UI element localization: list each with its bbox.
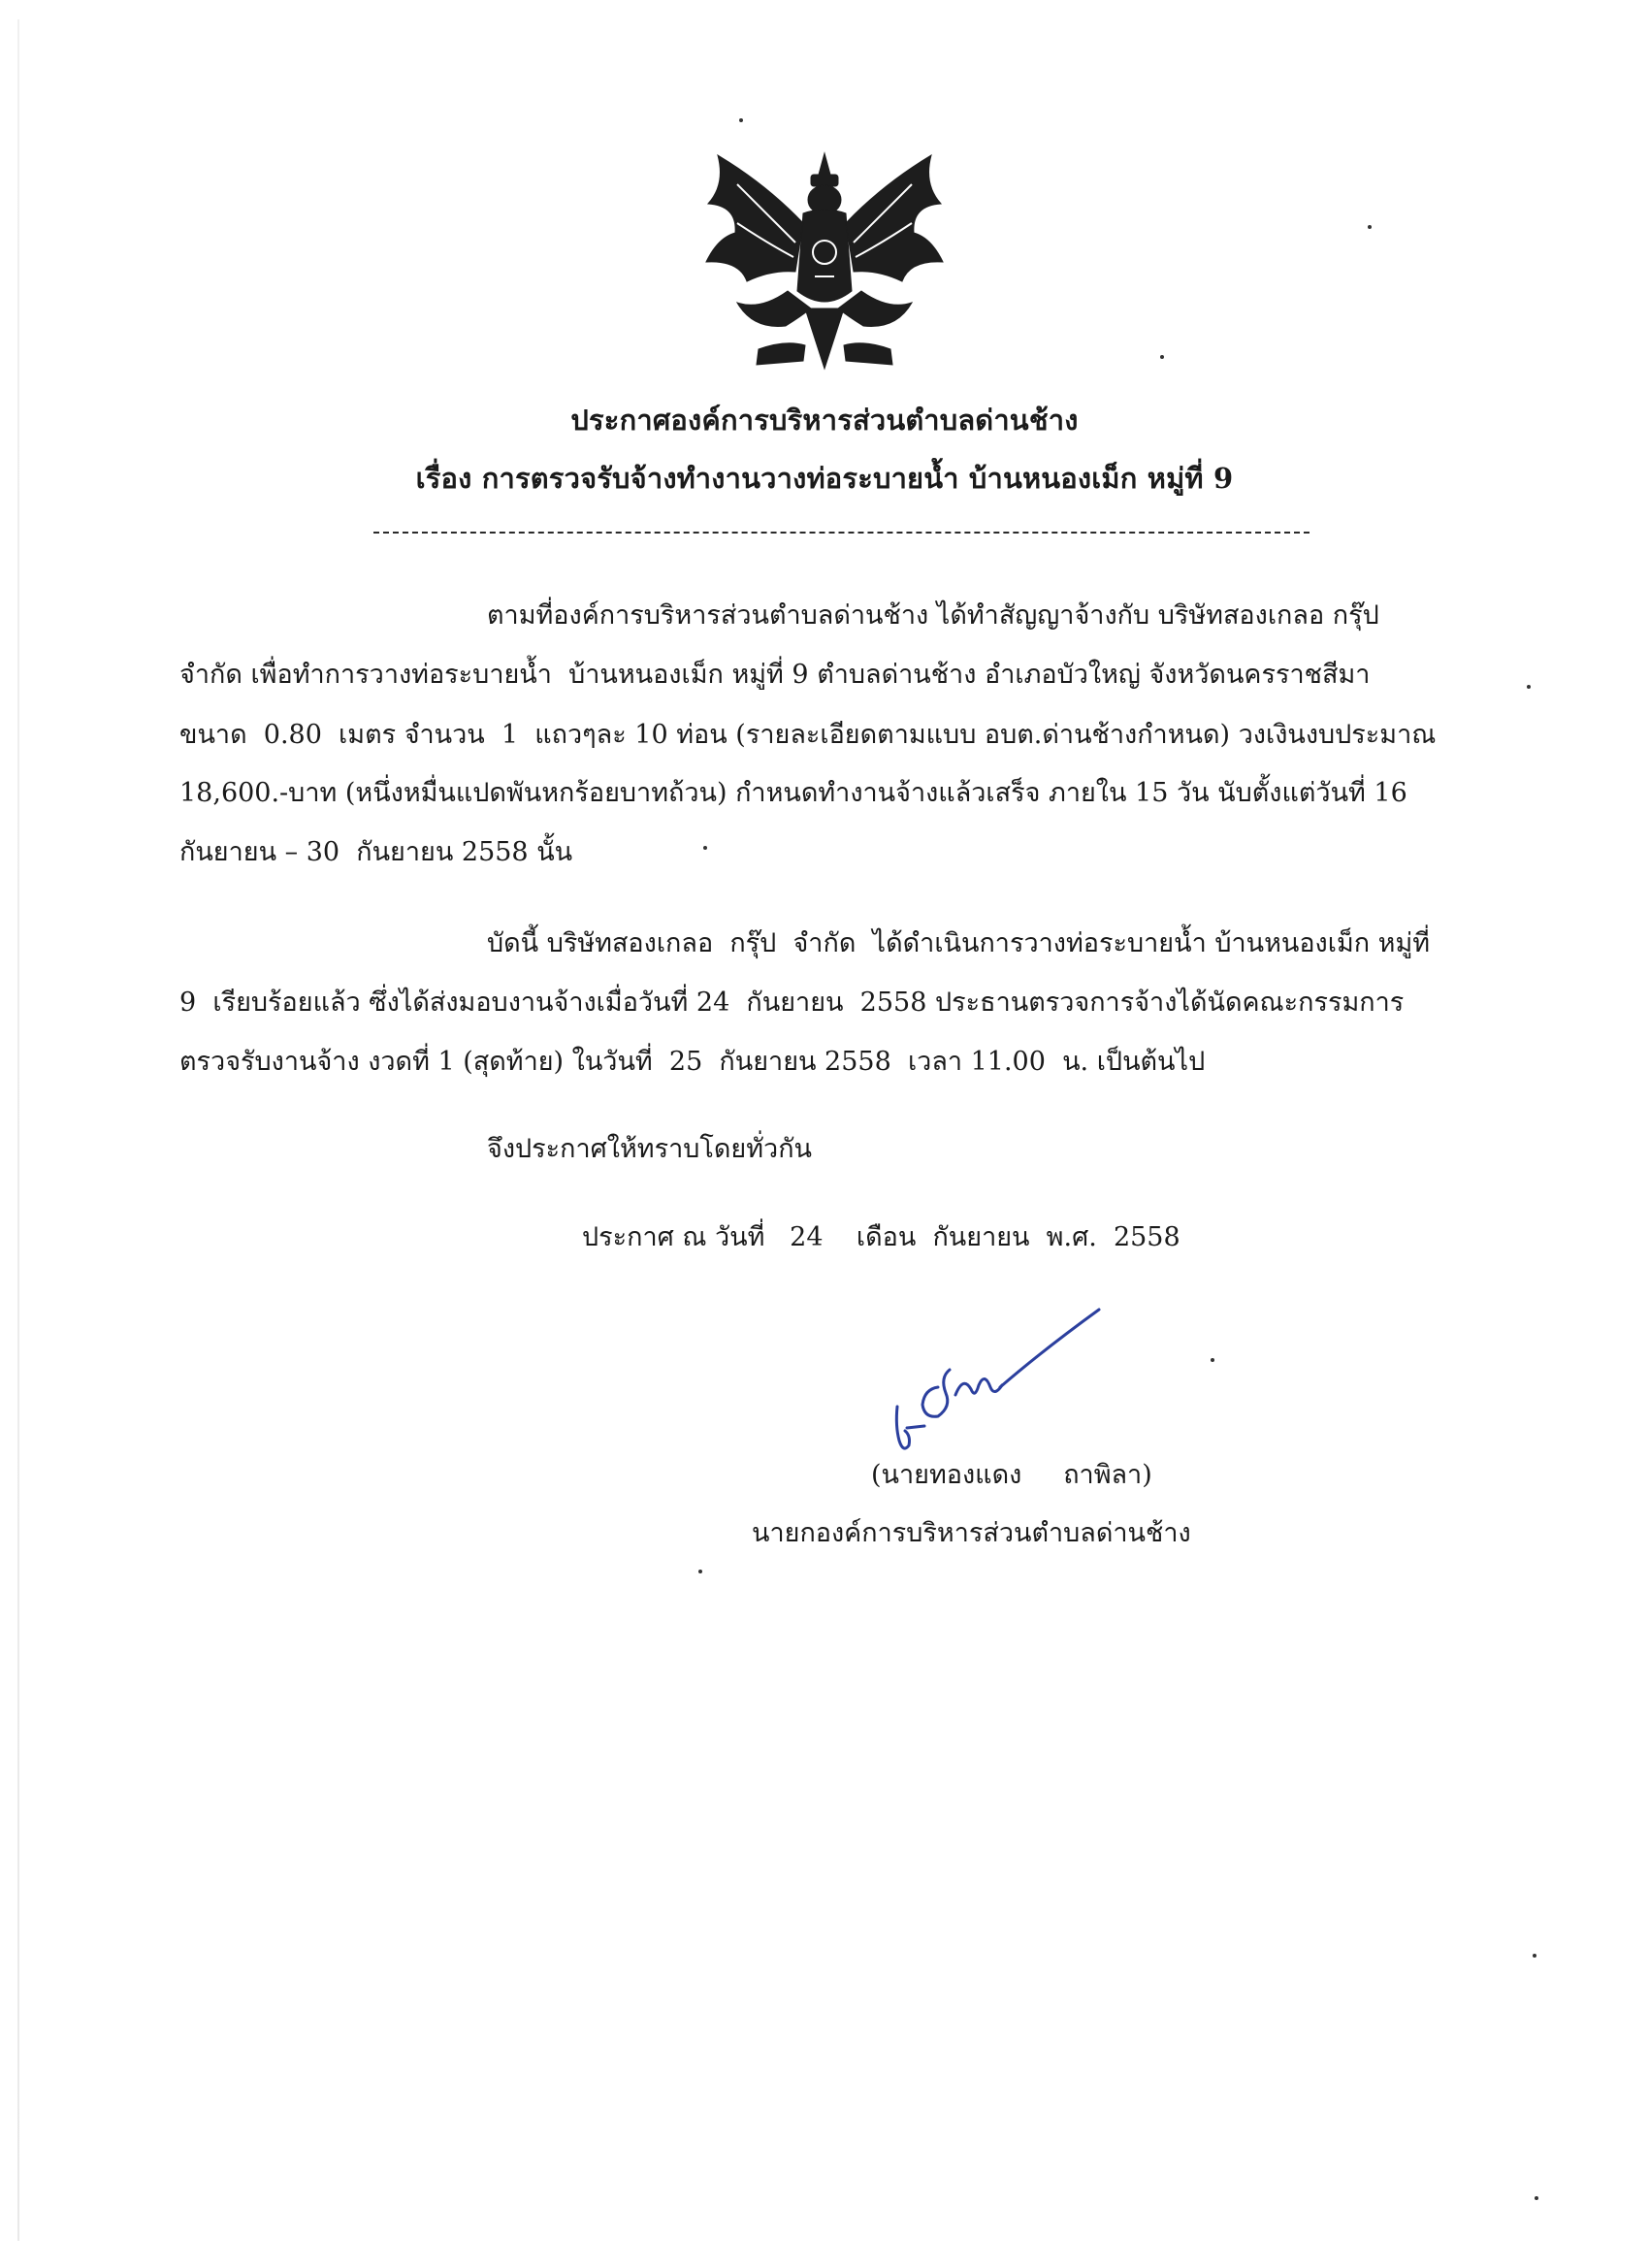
divider	[373, 532, 1310, 534]
paragraph1-line: จำกัด เพื่อทำการวางท่อระบายน้ำ บ้านหนองเม็ก หมู่ที่ 9 ตำบลด่านช้าง อำเภอบัวใหญ่ จังหวัดนครราชสีมา	[179, 660, 1371, 690]
scan-speck	[739, 118, 743, 122]
garuda-emblem-icon	[679, 146, 970, 378]
signer-title: นายกองค์การบริหารส่วนตำบลด่านช้าง	[752, 1518, 1191, 1548]
closing-statement: จึงประกาศให้ทราบโดยทั่วกัน	[487, 1134, 812, 1164]
paragraph2-line: บัดนี้ บริษัทสองเกลอ กรุ๊ป จำกัด ได้ดำเนินการวางท่อระบายน้ำ บ้านหนองเม็ก หมู่ที่	[487, 928, 1431, 958]
scan-speck	[1527, 685, 1531, 689]
announcement-subject: เรื่อง การตรวจรับจ้างทำงานวางท่อระบายน้ำ บ้านหนองเม็ก หมู่ที่ 9	[415, 462, 1234, 495]
scan-edge	[17, 19, 19, 2241]
paragraph1-line: กันยายน – 30 กันยายน 2558 นั้น	[179, 837, 573, 867]
paragraph2-line: ตรวจรับงานจ้าง งวดที่ 1 (สุดท้าย) ในวันที่ 25 กันยายน 2558 เวลา 11.00 น. เป็นต้นไป	[179, 1047, 1206, 1077]
paragraph1-line: 18,600.-บาท (หนึ่งหมื่นแปดพันหกร้อยบาทถ้วน) กำหนดทำงานจ้างแล้วเสร็จ ภายใน 15 วัน นับตั้งแต่วันที่ 16	[179, 778, 1407, 808]
paragraph1-line: ขนาด 0.80 เมตร จำนวน 1 แถวๆละ 10 ท่อน (รายละเอียดตามแบบ อบต.ด่านช้างกำหนด) วงเงินงบประมาณ	[179, 720, 1437, 750]
scan-speck	[1535, 2196, 1538, 2200]
paragraph1-line: ตามที่องค์การบริหารส่วนตำบลด่านช้าง ได้ทำสัญญาจ้างกับ บริษัทสองเกลอ กรุ๊ป	[487, 600, 1379, 631]
scan-speck	[1160, 355, 1164, 359]
scan-speck	[698, 1570, 702, 1573]
announcement-date: ประกาศ ณ วันที่ 24 เดือน กันยายน พ.ศ. 2558	[582, 1222, 1180, 1252]
scan-speck	[1211, 1358, 1214, 1362]
paragraph2-line: 9 เรียบร้อยแล้ว ซึ่งได้ส่งมอบงานจ้างเมื่อวันที่ 24 กันยายน 2558 ประธานตรวจการจ้างได้นัดคณะกรรมการ	[179, 988, 1405, 1018]
scan-speck	[703, 846, 707, 850]
signer-name: (นายทองแดง ถาพิลา)	[871, 1460, 1152, 1490]
scan-speck	[1533, 1954, 1536, 1958]
scan-speck	[1368, 225, 1372, 229]
signature-icon	[878, 1280, 1111, 1460]
announcement-title: ประกาศองค์การบริหารส่วนตำบลด่านช้าง	[570, 404, 1079, 437]
